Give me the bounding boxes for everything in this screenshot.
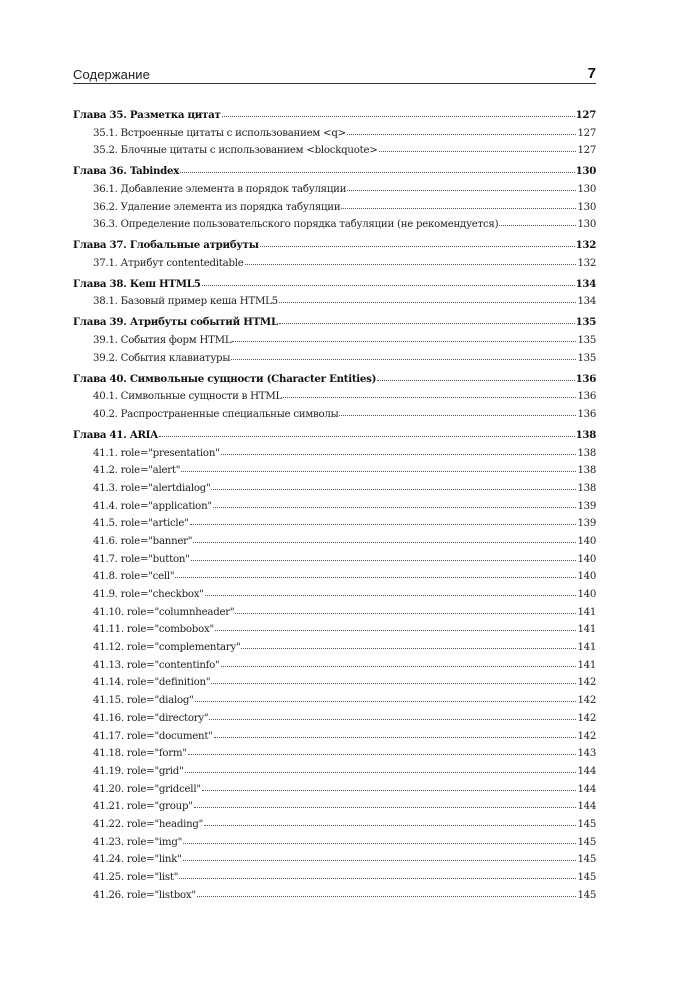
toc-chapter-entry[interactable] [73, 371, 596, 389]
toc-entry-title: 36.3. Определение пользовательского порядка табуляции (не рекомендуется) [93, 219, 499, 231]
dot-leader [245, 263, 577, 265]
toc-entry-page-number: 142 [577, 695, 596, 707]
toc-entry-page-number: 138 [575, 428, 596, 441]
toc-entry-page-number: 141 [577, 606, 596, 618]
toc-entry-page-number: 138 [577, 482, 596, 494]
toc-entry-page-number: 130 [575, 165, 596, 178]
toc-entry-title: 41.24. role="link" [93, 854, 182, 866]
toc-entry-page-number: 142 [577, 712, 596, 724]
dot-leader [499, 224, 576, 226]
toc-entry-page-number: 142 [577, 677, 596, 689]
toc-entry-page-number: 135 [577, 352, 596, 364]
toc-chapter-entry[interactable] [73, 276, 596, 294]
toc-entry-title: 41.14. role="definition" [93, 677, 211, 689]
table-of-contents [73, 107, 596, 904]
toc-entry-page-number: 145 [577, 872, 596, 883]
toc-entry-page-number: 138 [577, 465, 596, 477]
dot-leader [197, 895, 577, 897]
toc-section-entry[interactable] [73, 216, 596, 234]
toc-entry-page-number: 144 [577, 801, 596, 813]
toc-entry-title: 41.20. role="gridcell" [93, 783, 201, 795]
toc-entry-page-number: 140 [577, 535, 596, 547]
toc-section-entry[interactable] [73, 181, 596, 199]
dot-leader [183, 842, 576, 844]
toc-entry-title: 41.18. role="form" [93, 748, 187, 760]
toc-entry-title: 35.2. Блочные цитаты с использованием <blockquote> [93, 145, 378, 157]
dot-leader [283, 396, 576, 398]
toc-entry-title: 41.25. role="list" [93, 872, 179, 883]
dot-leader [194, 806, 577, 808]
toc-entry-page-number: 127 [575, 109, 596, 121]
toc-entry-title: 39.2. События клавиатуры [93, 352, 231, 364]
toc-entry-page-number: 136 [577, 408, 596, 420]
dot-leader [159, 435, 575, 437]
dot-leader [379, 150, 577, 152]
toc-section-entry[interactable] [73, 350, 596, 368]
toc-section-entry[interactable] [73, 657, 596, 675]
toc-entry-page-number: 145 [577, 854, 596, 866]
toc-entry-title: 35.1. Встроенные цитаты с использованием <q> [93, 127, 346, 139]
toc-entry-page-number: 145 [577, 889, 596, 901]
toc-entry-title: 41.17. role="document" [93, 730, 213, 742]
toc-entry-title: Глава 40. Символьные сущности (Character Entities) [73, 372, 377, 385]
toc-section-entry[interactable] [73, 728, 596, 746]
toc-section-entry[interactable] [73, 293, 596, 311]
dot-leader [190, 523, 577, 525]
toc-entry-page-number: 141 [577, 624, 596, 636]
toc-section-entry[interactable] [73, 710, 596, 728]
toc-entry-title: 40.2. Распространенные специальные символы [93, 408, 339, 420]
toc-entry-page-number: 130 [577, 219, 596, 231]
toc-entry-title: 41.5. role="article" [93, 518, 189, 530]
dot-leader [347, 133, 577, 135]
toc-entry-title: 38.1. Базовый пример кеша HTML5 [93, 296, 278, 308]
toc-entry-title: 41.15. role="dialog" [93, 695, 194, 707]
dot-leader [232, 340, 576, 342]
toc-section-entry[interactable] [73, 445, 596, 463]
dot-leader [279, 301, 577, 303]
toc-entry-page-number: 141 [577, 642, 596, 654]
toc-section-entry[interactable] [73, 781, 596, 799]
toc-entry-page-number: 134 [577, 296, 596, 308]
toc-chapter-entry[interactable] [73, 107, 596, 125]
toc-section-entry[interactable] [73, 674, 596, 692]
dot-leader [341, 207, 576, 209]
toc-section-entry[interactable] [73, 462, 596, 480]
toc-section-entry[interactable] [73, 745, 596, 763]
toc-entry-title: 41.23. role="img" [93, 836, 183, 848]
toc-entry-title: 41.21. role="group" [93, 801, 193, 813]
toc-section-entry[interactable] [73, 388, 596, 406]
toc-chapter-entry[interactable] [73, 427, 596, 445]
toc-entry-title: Глава 41. ARIA [73, 428, 158, 441]
toc-entry-title: 41.6. role="banner" [93, 535, 193, 547]
toc-entry-title: 41.8. role="cell" [93, 571, 175, 583]
toc-chapter-entry[interactable] [73, 314, 596, 332]
toc-entry-title: 41.11. role="combobox" [93, 624, 214, 636]
toc-entry-page-number: 136 [575, 372, 596, 385]
dot-leader [339, 414, 576, 416]
toc-entry-page-number: 132 [575, 239, 596, 252]
dot-leader [205, 594, 577, 596]
document-page [73, 62, 596, 904]
toc-section-entry[interactable] [73, 515, 596, 533]
toc-entry-page-number: 143 [577, 748, 596, 760]
toc-entry-title: Глава 38. Кеш HTML5 [73, 277, 201, 290]
toc-chapter-entry[interactable] [73, 163, 596, 181]
toc-section-entry[interactable] [73, 621, 596, 639]
toc-entry-title: 37.1. Атрибут contenteditable [93, 257, 244, 269]
toc-entry-page-number: 135 [575, 316, 596, 329]
dot-leader [221, 453, 577, 455]
dot-leader [202, 284, 575, 286]
toc-entry-title: 41.1. role="presentation" [93, 447, 220, 459]
toc-entry-title: Глава 35. Разметка цитат [73, 109, 221, 121]
toc-section-entry[interactable] [73, 816, 596, 834]
running-title: Содержание [73, 67, 150, 82]
toc-entry-title: 41.3. role="alertdialog" [93, 482, 211, 494]
dot-leader [180, 171, 575, 173]
dot-leader [214, 736, 577, 738]
toc-entry-title: 41.9. role="checkbox" [93, 589, 204, 600]
dot-leader [175, 576, 576, 578]
toc-entry-page-number: 136 [577, 391, 596, 403]
toc-entry-title: 36.1. Добавление элемента в порядок табуляции [93, 183, 347, 195]
toc-chapter-entry[interactable] [73, 237, 596, 255]
toc-entry-page-number: 140 [577, 553, 596, 565]
dot-leader [179, 877, 576, 879]
dot-leader [195, 700, 577, 702]
toc-entry-title: 41.13. role="contentinfo" [93, 659, 220, 671]
toc-entry-page-number: 132 [577, 257, 596, 269]
toc-entry-page-number: 145 [577, 818, 596, 830]
toc-entry-title: 41.7. role="button" [93, 553, 190, 565]
toc-entry-page-number: 130 [577, 183, 596, 195]
toc-entry-title: 40.1. Символьные сущности в HTML [93, 391, 283, 403]
toc-section-entry[interactable] [73, 887, 596, 905]
toc-entry-page-number: 140 [577, 571, 596, 583]
toc-entry-page-number: 140 [577, 589, 596, 600]
dot-leader [221, 665, 577, 667]
toc-entry-page-number: 130 [577, 201, 596, 213]
running-header [73, 62, 596, 84]
toc-section-entry[interactable] [73, 586, 596, 604]
dot-leader [209, 718, 576, 720]
dot-leader [204, 824, 576, 826]
toc-section-entry[interactable] [73, 255, 596, 273]
toc-section-entry[interactable] [73, 480, 596, 498]
toc-section-entry[interactable] [73, 498, 596, 516]
toc-section-entry[interactable] [73, 199, 596, 217]
toc-section-entry[interactable] [73, 568, 596, 586]
dot-leader [191, 559, 577, 561]
toc-section-entry[interactable] [73, 763, 596, 781]
dot-leader [347, 189, 576, 191]
toc-entry-title: 41.4. role="application" [93, 500, 212, 512]
dot-leader [183, 859, 577, 861]
dot-leader [211, 488, 576, 490]
toc-section-entry[interactable] [73, 125, 596, 143]
dot-leader [241, 647, 576, 649]
dot-leader [181, 470, 576, 472]
toc-entry-page-number: 139 [577, 518, 596, 530]
toc-section-entry[interactable] [73, 142, 596, 160]
toc-entry-title: 41.22. role="heading" [93, 818, 204, 830]
dot-leader [202, 789, 577, 791]
toc-entry-page-number: 142 [577, 730, 596, 742]
dot-leader [235, 612, 576, 614]
toc-entry-title: Глава 39. Атрибуты событий HTML [73, 316, 278, 329]
toc-entry-page-number: 127 [577, 145, 596, 157]
toc-entry-title: 41.19. role="grid" [93, 765, 184, 777]
toc-entry-title: Глава 37. Глобальные атрибуты [73, 239, 259, 252]
dot-leader [279, 322, 575, 324]
toc-entry-page-number: 144 [577, 783, 596, 795]
dot-leader [213, 506, 577, 508]
dot-leader [193, 541, 576, 543]
toc-section-entry[interactable] [73, 834, 596, 852]
dot-leader [222, 115, 575, 117]
dot-leader [211, 682, 576, 684]
toc-section-entry[interactable] [73, 533, 596, 551]
page-number: 7 [587, 65, 596, 82]
toc-entry-title: 41.2. role="alert" [93, 465, 181, 477]
toc-entry-page-number: 127 [577, 127, 596, 139]
toc-section-entry[interactable] [73, 692, 596, 710]
dot-leader [377, 379, 574, 381]
toc-entry-title: 41.16. role="directory" [93, 712, 209, 724]
toc-section-entry[interactable] [73, 332, 596, 350]
toc-entry-title: 41.12. role="complementary" [93, 642, 241, 654]
toc-entry-page-number: 139 [577, 500, 596, 512]
toc-entry-page-number: 138 [577, 447, 596, 459]
dot-leader [188, 753, 577, 755]
toc-entry-page-number: 141 [577, 659, 596, 671]
toc-entry-page-number: 134 [575, 277, 596, 290]
dot-leader [185, 771, 577, 773]
toc-entry-title: 41.26. role="listbox" [93, 889, 196, 901]
toc-entry-page-number: 144 [577, 765, 596, 777]
toc-entry-title: Глава 36. Tabindex [73, 165, 180, 178]
toc-entry-page-number: 135 [577, 335, 596, 346]
toc-section-entry[interactable] [73, 798, 596, 816]
toc-section-entry[interactable] [73, 604, 596, 622]
dot-leader [231, 358, 576, 360]
toc-entry-title: 41.10. role="columnheader" [93, 606, 235, 618]
dot-leader [260, 245, 575, 247]
dot-leader [215, 629, 577, 631]
toc-section-entry[interactable] [73, 639, 596, 657]
toc-entry-page-number: 145 [577, 836, 596, 848]
toc-entry-title: 36.2. Удаление элемента из порядка табуляции [93, 201, 341, 213]
toc-section-entry[interactable] [73, 851, 596, 869]
toc-entry-title: 39.1. События форм HTML [93, 335, 232, 346]
toc-section-entry[interactable] [73, 406, 596, 424]
toc-section-entry[interactable] [73, 551, 596, 569]
toc-section-entry[interactable] [73, 869, 596, 887]
